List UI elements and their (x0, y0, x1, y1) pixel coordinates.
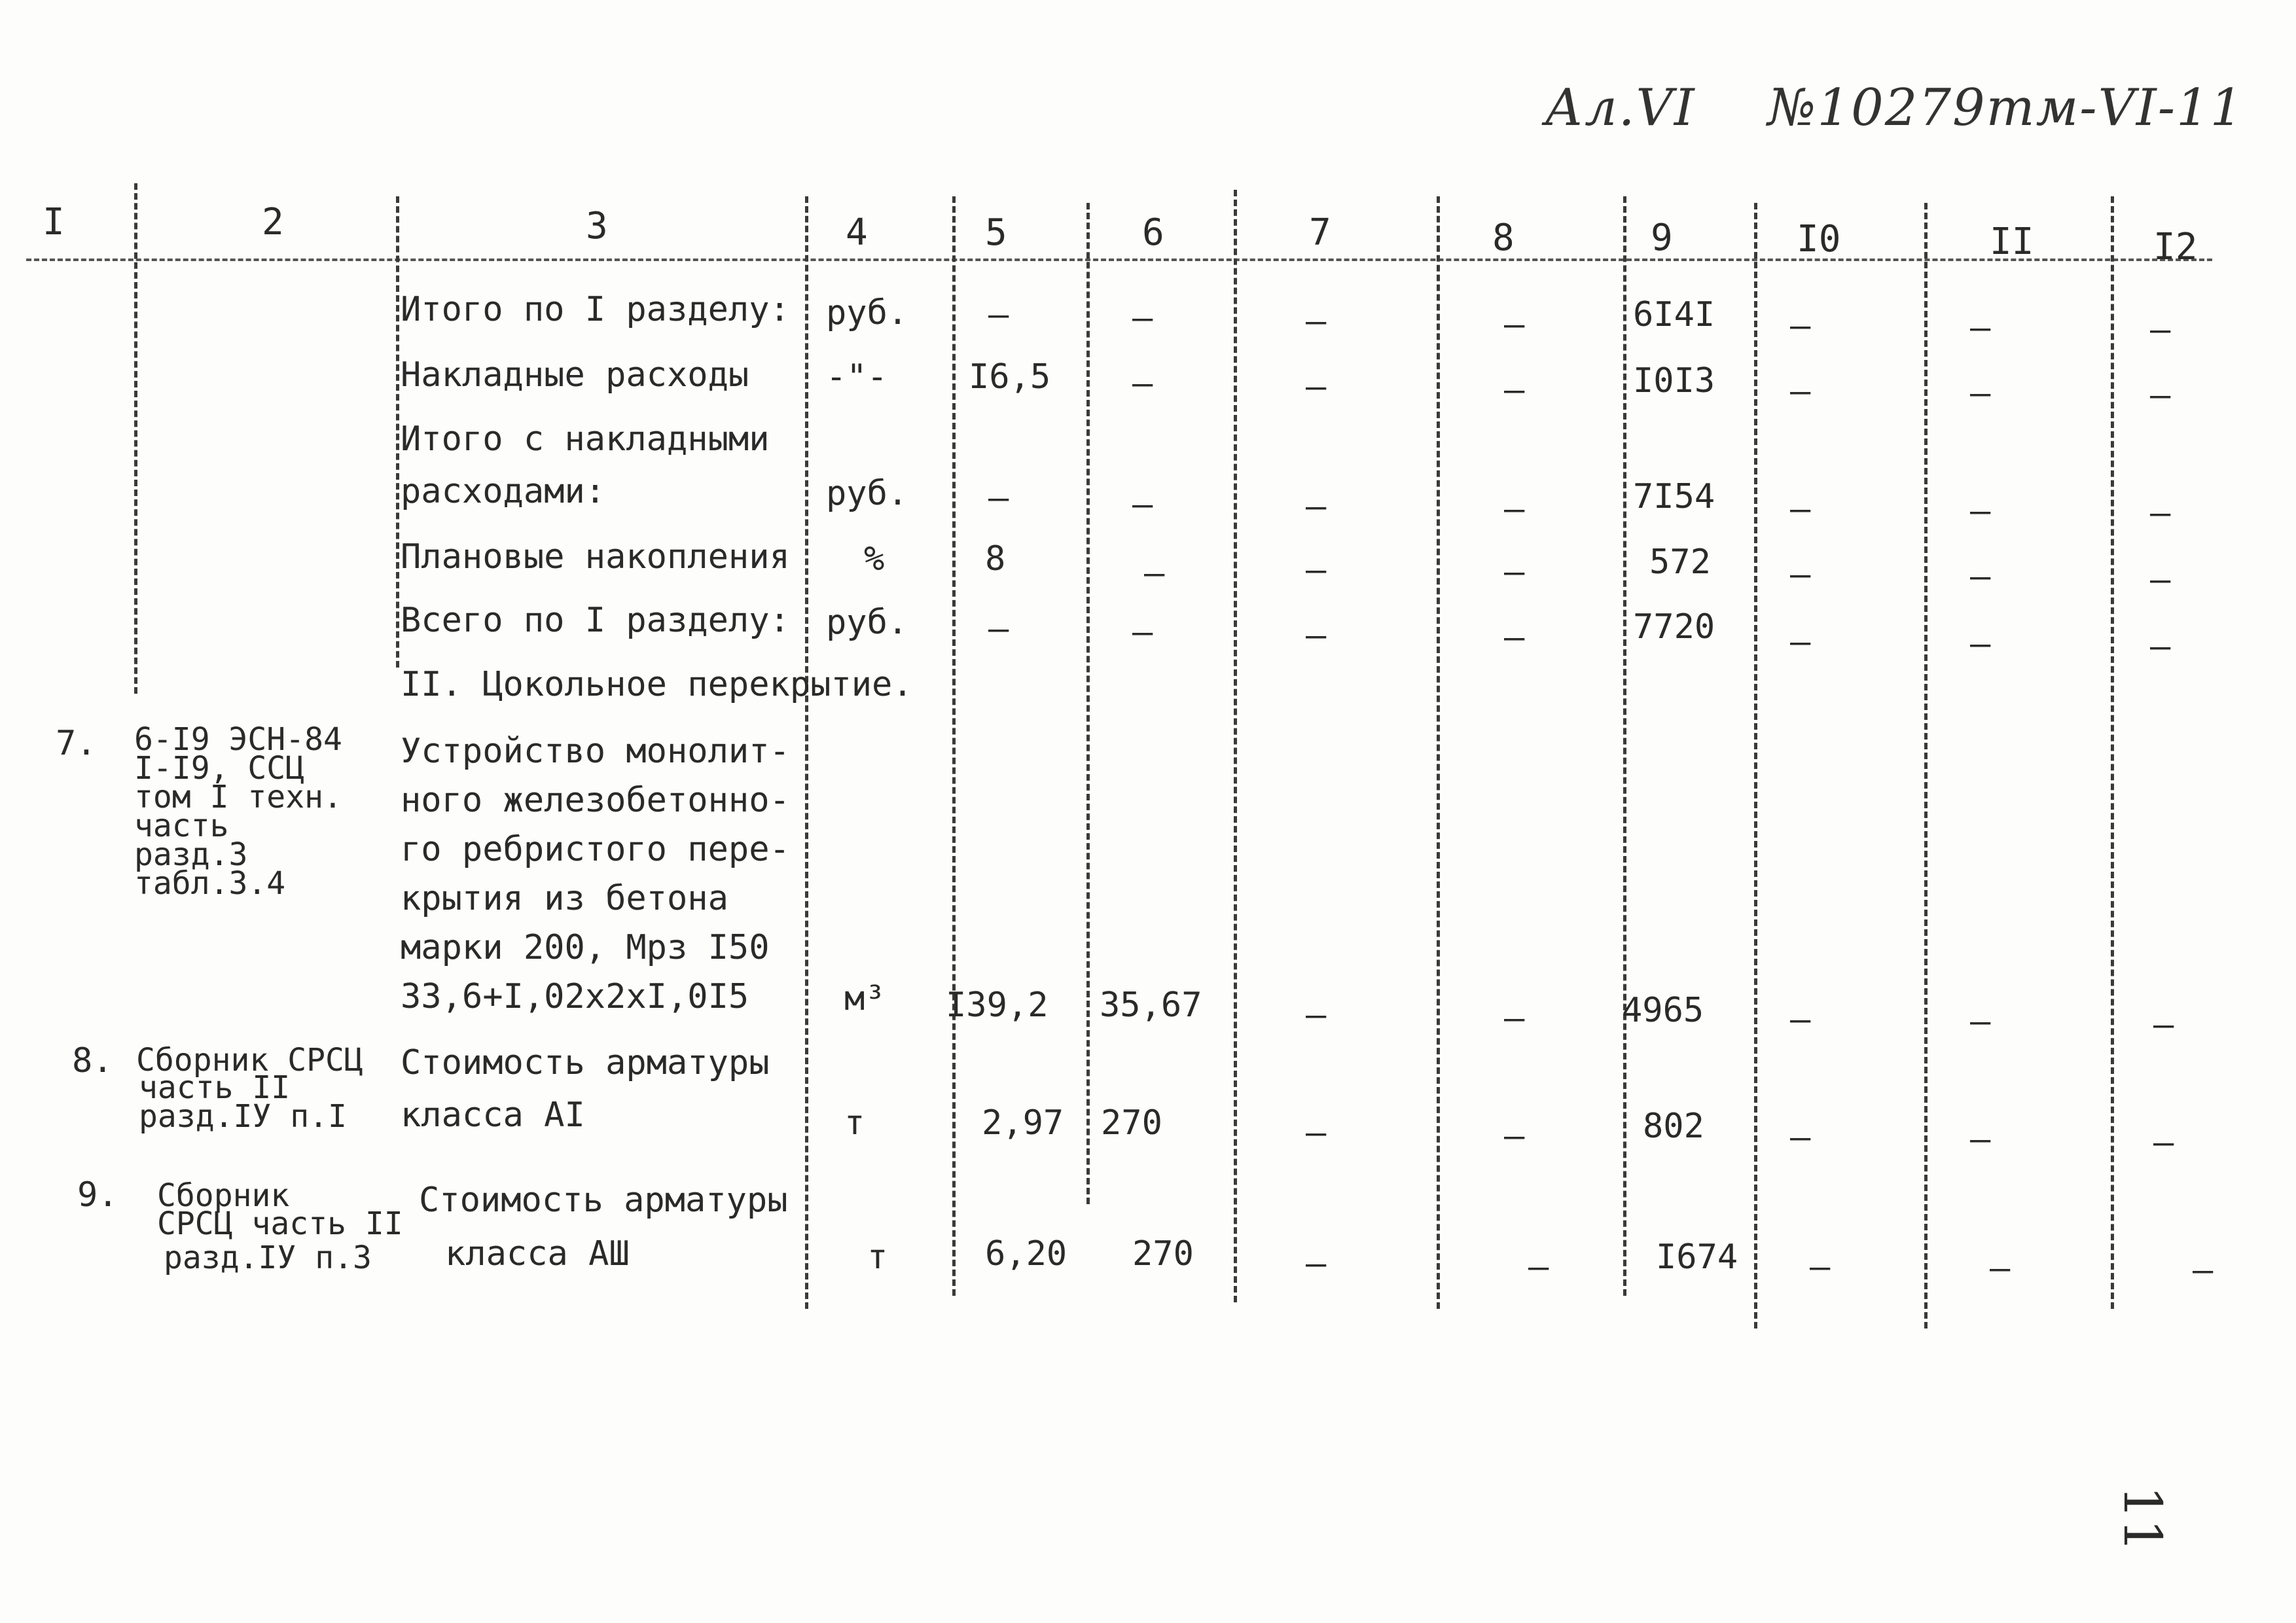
col-header-6: 6 (1142, 211, 1164, 254)
col-header-9: 9 (1651, 217, 1673, 259)
cell-5: I39,2 (946, 986, 1049, 1025)
col-sep-5 (1086, 203, 1090, 1204)
row-unit: руб. (826, 603, 908, 642)
cell-8: – (1504, 552, 1525, 592)
cell-8: – (1504, 618, 1525, 657)
item-desc-line: класса АШ (445, 1234, 630, 1274)
row-unit: т (867, 1238, 888, 1277)
item-desc-line: го ребристого пере- (401, 830, 790, 869)
cell-9: I0I3 (1633, 361, 1715, 401)
item-ref-line: 6-I9 ЭСН-84 (134, 721, 342, 758)
cell-8: – (1504, 1116, 1525, 1156)
cell-7: – (1306, 1113, 1327, 1152)
cell-6: – (1132, 298, 1153, 338)
cell-5: I6,5 (969, 357, 1051, 397)
cell-10: – (1810, 1247, 1831, 1287)
cell-5: – (988, 609, 1009, 649)
cell-8: – (1504, 305, 1525, 344)
cell-9: 4965 (1622, 991, 1704, 1030)
col-sep-3 (805, 196, 808, 1309)
item-ref-line: табл.3.4 (134, 865, 286, 902)
cell-11: – (1970, 308, 1991, 348)
cell-5: – (988, 295, 1009, 334)
cell-10: – (1790, 1118, 1811, 1157)
col-sep-2 (396, 196, 399, 668)
cell-11: – (1970, 374, 1991, 413)
col-header-8: 8 (1492, 217, 1515, 259)
row-name: Итого по I разделу: (401, 290, 790, 329)
cell-11: – (1970, 1120, 1991, 1159)
row-name-line2: расходами: (401, 472, 606, 511)
row-name-line1: Итого с накладными (401, 419, 770, 459)
col-sep-7 (1437, 196, 1440, 1309)
col-header-3: 3 (586, 205, 608, 247)
cell-9: 7720 (1633, 607, 1715, 647)
cell-9: 6I4I (1633, 295, 1715, 334)
item-desc-line: Стоимость арматуры (401, 1043, 770, 1082)
cell-8: – (1504, 999, 1525, 1038)
cell-6: 35,67 (1100, 986, 1202, 1025)
cell-8: – (1528, 1247, 1549, 1287)
item-ref-line: Сборник (157, 1177, 290, 1214)
cell-12: – (2150, 493, 2171, 533)
row-unit: м³ (844, 979, 886, 1018)
col-sep-11 (2111, 196, 2114, 1309)
col-sep-8 (1623, 196, 1626, 1296)
item-number: 8. (72, 1041, 113, 1080)
item-ref-line: СРСЦ часть II (157, 1205, 403, 1242)
cell-9: 572 (1649, 543, 1711, 582)
cell-11: – (1970, 1002, 1991, 1041)
cell-5: – (988, 478, 1009, 518)
cell-12: – (2153, 1005, 2174, 1044)
item-number: 9. (77, 1175, 118, 1215)
row-unit: руб. (826, 293, 908, 332)
item-desc-line: 33,6+I,02x2xI,0I5 (401, 977, 749, 1016)
page-number: 11 (2112, 1486, 2173, 1552)
item-ref-line: разд.3 (134, 836, 248, 873)
cell-12: – (2150, 310, 2171, 349)
item-ref-line: разд.IУ п.3 (164, 1240, 372, 1276)
item-desc-line: Устройство монолит- (401, 732, 790, 771)
item-ref-line: том I техн. (134, 779, 342, 815)
row-unit: % (864, 539, 885, 579)
cell-10: – (1790, 490, 1811, 529)
cell-5: 8 (985, 539, 1006, 579)
cell-12: – (2153, 1123, 2174, 1162)
cell-12: – (2193, 1251, 2214, 1290)
row-name: Накладные расходы (401, 355, 749, 395)
cell-12: – (2150, 627, 2171, 666)
cell-5: 6,20 (985, 1234, 1067, 1274)
col-sep-1 (134, 183, 137, 694)
cell-7: – (1306, 302, 1327, 341)
header-rule (26, 259, 2212, 261)
col-header-10: I0 (1797, 218, 1841, 260)
cell-10: – (1790, 622, 1811, 662)
cell-6: – (1132, 613, 1153, 652)
cell-9: 7I54 (1633, 477, 1715, 516)
col-header-5: 5 (985, 211, 1007, 254)
cell-6: – (1132, 485, 1153, 524)
cell-11: – (1990, 1249, 2011, 1288)
item-desc-line: Стоимость арматуры (419, 1181, 788, 1220)
item-desc-line: класса АI (401, 1096, 585, 1135)
cell-11: – (1970, 624, 1991, 664)
col-header-11: II (1990, 221, 2034, 263)
cell-7: – (1306, 367, 1327, 406)
item-ref-line: I-I9, ССЦ (134, 750, 305, 787)
cell-9: 802 (1643, 1107, 1704, 1146)
cell-5: 2,97 (982, 1103, 1064, 1143)
cell-7: – (1306, 995, 1327, 1035)
col-header-4: 4 (846, 211, 868, 254)
cell-7: – (1306, 550, 1327, 590)
row-name: Всего по I разделу: (401, 601, 790, 640)
row-unit: т (844, 1103, 865, 1143)
cell-9: I674 (1656, 1238, 1738, 1277)
item-desc-line: крытия из бетона (401, 879, 728, 918)
col-header-7: 7 (1309, 211, 1331, 254)
cell-12: – (2150, 376, 2171, 415)
row-unit: -"- (826, 357, 888, 397)
col-sep-9 (1754, 203, 1757, 1329)
item-desc-line: марки 200, Мрз I50 (401, 928, 770, 967)
item-ref-line: разд.IУ п.I (139, 1098, 347, 1135)
item-ref-line: Сборник СРСЦ (136, 1042, 363, 1079)
row-unit: руб. (826, 474, 908, 513)
cell-7: – (1306, 1244, 1327, 1283)
section-title: II. Цокольное перекрытие. (401, 665, 913, 704)
album-ref: Ал.VI (1545, 79, 1696, 137)
handwritten-reference (1545, 79, 2244, 137)
cell-8: – (1504, 370, 1525, 410)
col-sep-4 (952, 196, 956, 1296)
cell-7: – (1306, 616, 1327, 655)
cell-10: – (1790, 555, 1811, 594)
item-ref-line: часть II (139, 1069, 291, 1106)
cell-6: – (1132, 364, 1153, 403)
col-header-2: 2 (262, 201, 284, 243)
cell-6: 270 (1101, 1103, 1162, 1143)
col-header-12: I2 (2153, 226, 2198, 268)
item-number: 7. (56, 724, 97, 763)
cell-10: – (1790, 306, 1811, 346)
cell-12: – (2150, 560, 2171, 599)
cell-8: – (1504, 490, 1525, 529)
cell-7: – (1306, 487, 1327, 526)
cell-10: – (1790, 1000, 1811, 1039)
cell-6: 270 (1132, 1234, 1194, 1274)
doc-code: №10279тм-VI-11 (1767, 79, 2244, 137)
col-sep-10 (1924, 203, 1928, 1329)
cell-6: – (1144, 554, 1165, 593)
row-name: Плановые накопления (401, 537, 790, 577)
cell-10: – (1790, 372, 1811, 411)
item-desc-line: ного железобетонно- (401, 781, 790, 820)
col-header-1: I (43, 201, 65, 243)
col-sep-6 (1234, 190, 1237, 1302)
cell-11: – (1970, 491, 1991, 531)
cell-11: – (1970, 557, 1991, 596)
item-ref-line: часть (134, 808, 229, 844)
